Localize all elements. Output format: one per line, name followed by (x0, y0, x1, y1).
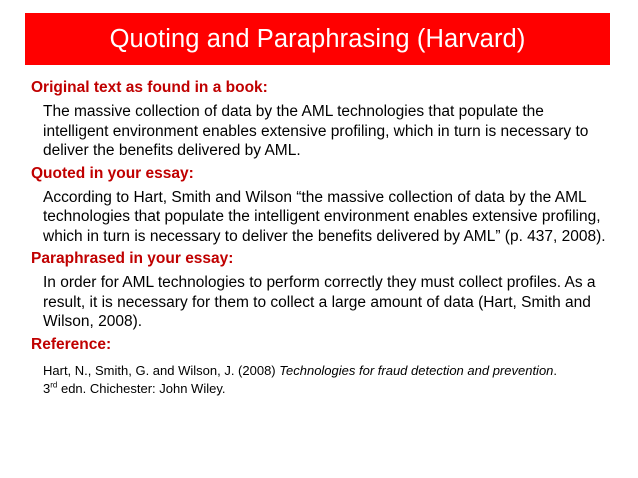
section-heading-original: Original text as found in a book: (31, 79, 268, 96)
section-heading-quoted: Quoted in your essay: (31, 164, 194, 182)
slide-content (31, 77, 611, 398)
section-text-quoted: According to Hart, Smith and Wilson “the massive collection of data by the AML technologies that populate the intelligent environment enables extensive profiling, which in turn is necessary to deliver the benefits delivered by AML” (p. 437, 2008). (43, 188, 606, 245)
reference-heading: Reference: (31, 335, 112, 353)
section-text-paraphrased: In order for AML technologies to perform correctly they must collect profiles. As a result, it is necessary for them to collect a large amount of data (Hart, Smith and Wilson, 2008). (43, 274, 596, 330)
reference-book-title: Technologies for fraud detection and prevention (279, 362, 554, 378)
reference-edition-suffix: rd (50, 380, 58, 390)
title-banner (25, 13, 610, 65)
reference-authors: Hart, N., Smith, G. and Wilson, J. (2008) (43, 362, 280, 378)
reference-edition-number: 3 (43, 380, 51, 396)
reference-after-title: . (553, 362, 558, 378)
reference-entry (43, 362, 611, 398)
slide-title: Quoting and Paraphrasing (Harvard) (109, 24, 526, 53)
section-text-original: The massive collection of data by the AML technologies that populate the intelligent environment enables extensive profiling, which in turn is necessary to deliver the benefits delivered by AML. (43, 103, 589, 159)
reference-publisher: edn. Chichester: John Wiley. (57, 380, 226, 396)
section-heading-paraphrased: Paraphrased in your essay: (31, 250, 234, 267)
